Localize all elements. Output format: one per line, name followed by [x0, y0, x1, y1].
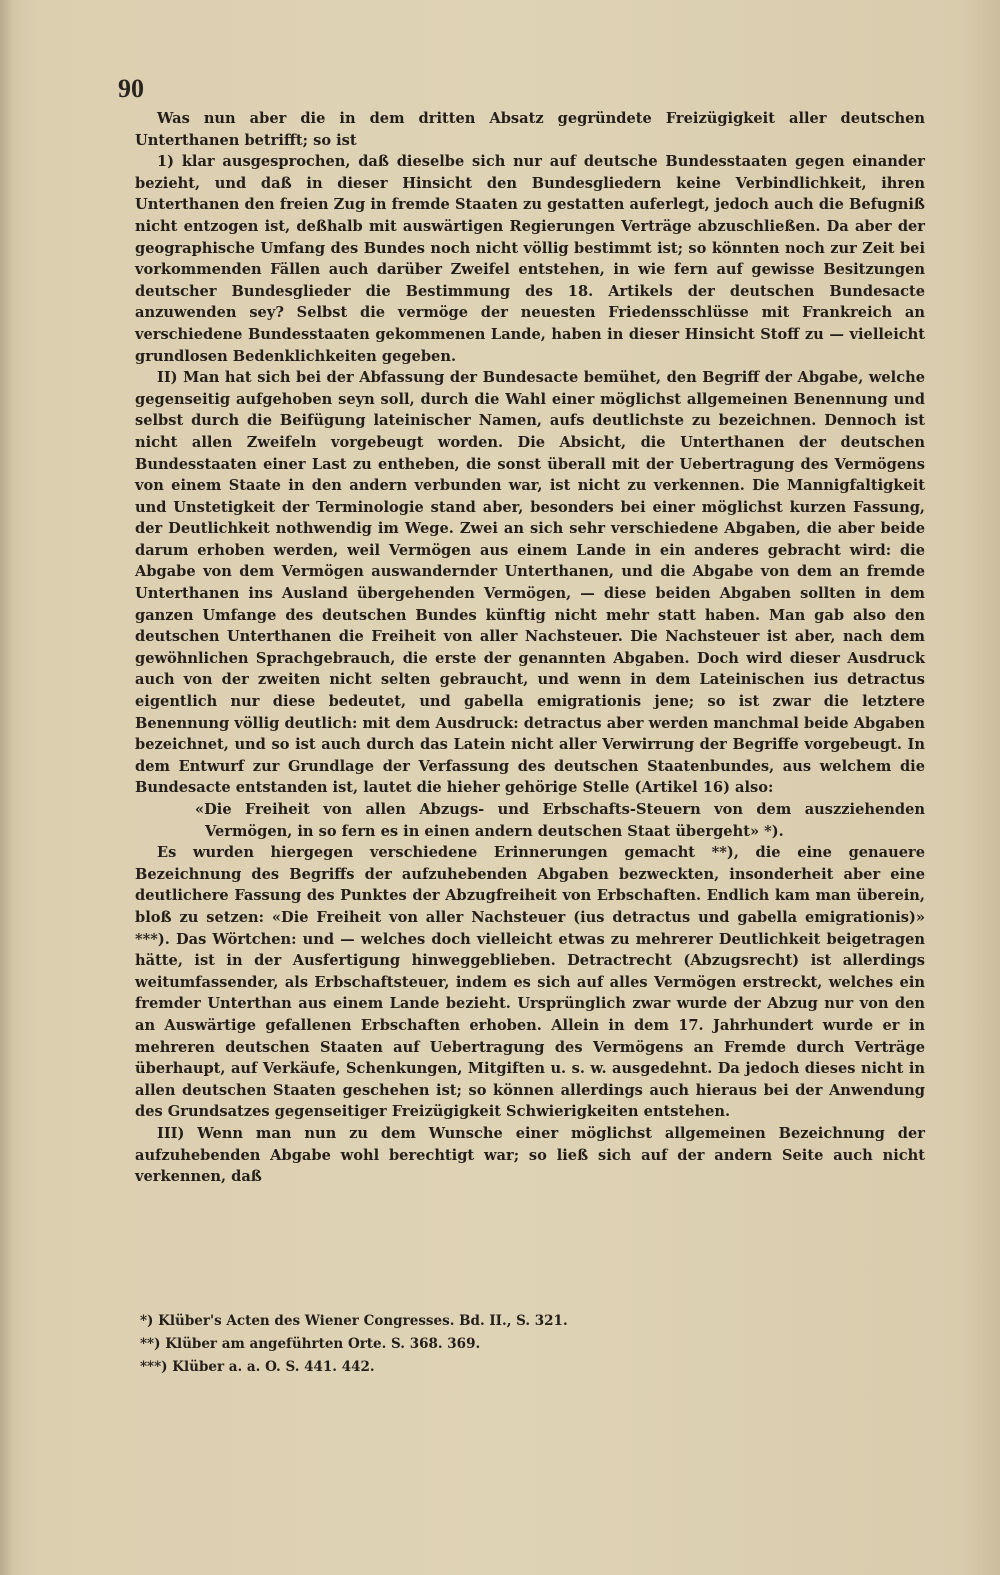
page-number: 90	[118, 74, 144, 103]
paragraph-intro: Was nun aber die in dem dritten Absatz gegründete Freizügigkeit aller deutschen Unterthanen betrifft; so ist	[135, 110, 925, 149]
main-text	[135, 108, 925, 1188]
paragraph-1: 1) klar ausgesprochen, daß dieselbe sich nur auf deutsche Bundesstaaten gegen einander bezieht, und daß in dieser Hinsicht den Bundesgliedern keine Verbindlichkeit, ihren Unterthanen den freien Zug in fremde Staaten zu gestatten auferlegt, jedoch auch die Befugniß nicht entzogen ist, deßhalb mit auswärtigen Regierungen Verträge abzuschließen. Da aber der geographische Umfang des Bundes noch nicht völlig bestimmt ist; so könnten noch zur Zeit bei vorkommenden Fällen auch darüber Zweifel entstehen, in wie fern auf gewisse Besitzungen deutscher Bundesglieder die Bestimmung des 18. Artikels der deutschen Bundesacte anzuwenden sey? Selbst die vermöge der neuesten Friedensschlüsse mit Frankreich an verschiedene Bundesstaaten gekommenen Lande, haben in dieser Hinsicht Stoff zu — vielleicht grundlosen Bedenklichkeiten gegeben.	[135, 153, 925, 365]
paragraph-2: II) Man hat sich bei der Abfassung der Bundesacte bemühet, den Begriff der Abgabe, welche gegenseitig aufgehoben seyn soll, durch die Wahl einer möglichst allgemeinen Benennung und selbst durch die Beifügung lateinischer Namen, aufs deutlichste zu bezeichnen. Dennoch ist nicht allen Zweifeln vorgebeugt worden. Die Absicht, die Unterthanen der deutschen Bundesstaaten einer Last zu entheben, die sonst überall mit der Uebertragung des Vermögens von einem Staate in den andern verbunden war, ist nicht zu verkennen. Die Mannigfaltigkeit und Unstetigkeit der Terminologie stand aber, besonders bei einer möglichst kurzen Fassung, der Deutlichkeit nothwendig im Wege. Zwei an sich sehr verschiedene Abgaben, die aber beide darum erhoben werden, weil Vermögen aus einem Lande in ein anderes gebracht wird: die Abgabe von dem Vermögen auswandernder Unterthanen, und die Abgabe von dem an fremde Unterthanen ins Ausland übergehenden Vermögen, — diese beiden Abgaben sollten in dem ganzen Umfange des deutschen Bundes künftig nicht mehr statt haben. Man gab also den deutschen Unterthanen die Freiheit von aller Nachsteuer. Die Nachsteuer ist aber, nach dem gewöhnlichen Sprachgebrauch, die erste der genannten Abgaben. Doch wird dieser Ausdruck auch von der zweiten nicht selten gebraucht, und wenn in dem Lateinischen ius detractus eigentlich nur diese bedeutet, und gabella emigrationis jene; so ist zwar die letztere Benennung völlig deutlich: mit dem Ausdruck: detractus aber werden manchmal beide Abgaben bezeichnet, und so ist auch durch das Latein nicht aller Verwirrung der Begriffe vorgebeugt. In dem Entwurf zur Grundlage der Verfassung des deutschen Staatenbundes, aus welchem die Bundesacte entstanden ist, lautet die hieher gehörige Stelle (Artikel 16) also:	[135, 369, 925, 797]
paragraph-3: Es wurden hiergegen verschiedene Erinnerungen gemacht **), die eine genauere Bezeichnung des Begriffs der aufzuhebenden Abgaben bezweckten, insonderheit aber eine deutlichere Fassung des Punktes der Abzugfreiheit von Erbschaften. Endlich kam man überein, bloß zu setzen: «Die Freiheit von aller Nachsteuer (ius detractus und gabella emigrationis)» ***). Das Wörtchen: und — welches doch vielleicht etwas zu mehrerer Deutlichkeit beigetragen hätte, ist in der Ausfertigung hinweggeblieben. Detractrecht (Abzugsrecht) ist allerdings weitumfassender, als Erbschaftsteuer, indem es sich auf alles Vermögen erstreckt, welches ein fremder Unterthan aus einem Lande bezieht. Ursprünglich zwar wurde der Abzug nur von den an Auswärtige gefallenen Erbschaften erhoben. Allein in dem 17. Jahrhundert wurde er in mehreren deutschen Staaten auf Uebertragung des Vermögens an Fremde durch Verträge überhaupt, auf Verkäufe, Schenkungen, Mitgiften u. s. w. ausgedehnt. Da jedoch dieses nicht in allen deutschen Staaten geschehen ist; so können allerdings auch hieraus bei der Anwendung des Grundsatzes gegenseitiger Freizügigkeit Schwierigkeiten entstehen.	[135, 844, 925, 1121]
footnote: *) Klüber's Acten des Wiener Congresses. Bd. II., S. 321.	[140, 1313, 568, 1329]
footnotes	[140, 1310, 840, 1379]
paragraph-4: III) Wenn man nun zu dem Wunsche einer möglichst allgemeinen Bezeichnung der aufzuhebenden Abgabe wohl berechtigt war; so ließ sich auf der andern Seite auch nicht verkennen, daß	[135, 1124, 925, 1186]
footnote: ***) Klüber a. a. O. S. 441. 442.	[140, 1359, 375, 1375]
footnote: **) Klüber am angeführten Orte. S. 368. 369.	[140, 1336, 481, 1352]
block-quote: «Die Freiheit von allen Abzugs- und Erbschafts-Steuern von dem auszziehenden Vermögen, in so fern es in einen andern deutschen Staat übergeht» *).	[195, 801, 925, 840]
